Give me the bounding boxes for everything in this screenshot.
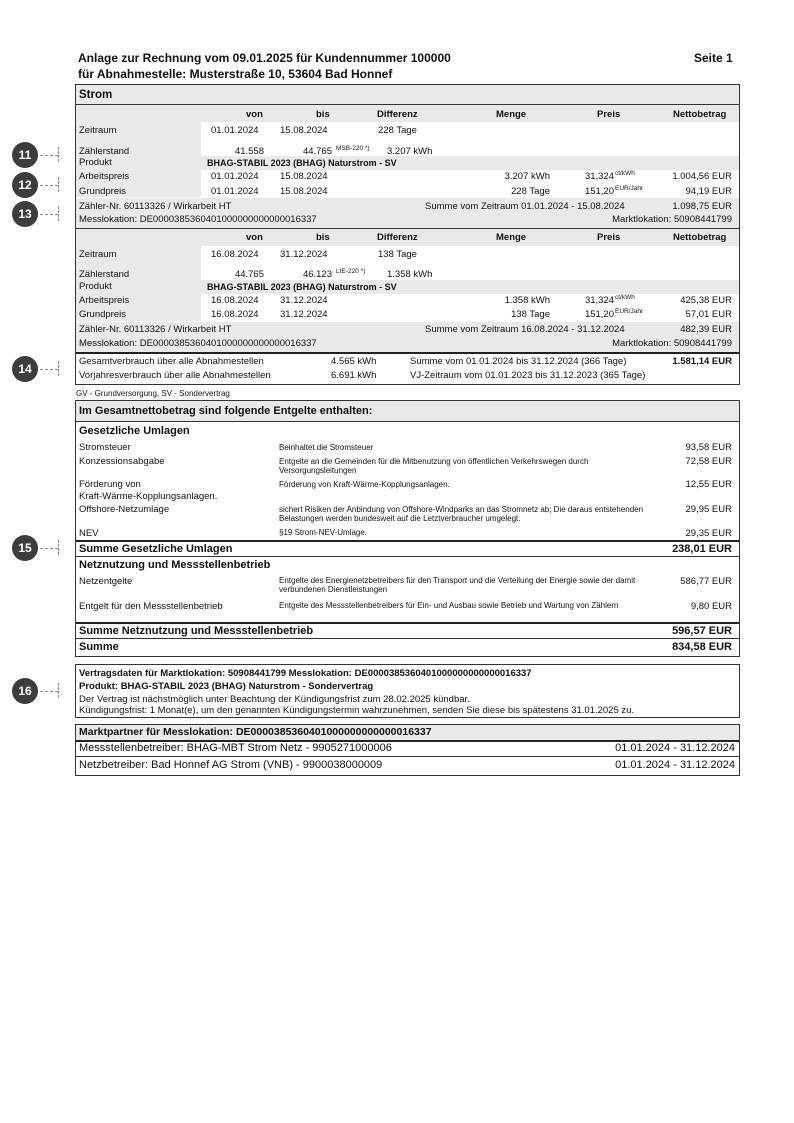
- marker-connector: [58, 683, 59, 698]
- marker-12: 12: [12, 172, 38, 198]
- item-label: Konzessionsabgabe: [79, 456, 165, 467]
- item-desc: Beinhaltet die Stromsteuer: [279, 443, 374, 452]
- grundpreis-label: Grundpreis: [79, 186, 126, 197]
- zaehler-nr: Zähler-Nr. 60113326 / Wirkarbeit HT: [79, 324, 232, 335]
- total-amount: 834,58 EUR: [672, 641, 732, 653]
- vorjahresverbrauch-value: 6.691 kWh: [331, 370, 377, 381]
- gesamtsumme-label: Summe vom 01.01.2024 bis 31.12.2024 (366 Tage): [410, 356, 627, 367]
- zaehlerstand-von: 44.765: [234, 269, 264, 280]
- marker-15: 15: [12, 535, 38, 561]
- netz-sum-label: Summe Netznutzung und Messstellenbetrieb: [79, 625, 314, 637]
- column-header-bg: [201, 105, 739, 122]
- produkt-name: BHAG-STABIL 2023 (BHAG) Naturstrom - SV: [207, 158, 397, 168]
- col-menge: Menge: [496, 109, 527, 120]
- grundpreis-netto: 94,19 EUR: [685, 186, 732, 197]
- col-preis: Preis: [597, 109, 621, 120]
- item-amount: 72,58 EUR: [685, 456, 732, 467]
- item-label: Stromsteuer: [79, 442, 131, 453]
- umlagen-title: Gesetzliche Umlagen: [79, 425, 190, 437]
- zeitraum-diff: 228 Tage: [378, 125, 417, 136]
- netzbetreiber-date: 01.01.2024 - 31.12.2024: [615, 759, 735, 771]
- strom-title: Strom: [79, 89, 113, 101]
- item-desc: sichert Risiken der Anbindung von Offshore-Windparks an das Stromnetz ab; Die daraus entstehenden Belastungen werden bundesweit auf die Letztverbraucher umgelegt.: [279, 505, 644, 523]
- zaehlerstand-diff: 3.207 kWh: [387, 146, 433, 157]
- grundpreis-menge: 138 Tage: [511, 309, 550, 320]
- column-header-bg: [201, 229, 739, 246]
- arbeitspreis-label: Arbeitspreis: [79, 171, 130, 182]
- gesamtsumme: 1.581,14 EUR: [672, 356, 732, 367]
- summe-zeitraum-label: Summe vom Zeitraum 16.08.2024 - 31.12.2024: [425, 324, 625, 335]
- marker-connector: [58, 206, 59, 221]
- item-amount: 29,35 EUR: [685, 528, 732, 539]
- zeitraum-label: Zeitraum: [79, 125, 117, 136]
- item-desc: Förderung von Kraft-Wärme-Kopplungsanlagen.: [279, 480, 450, 489]
- marker-connector: [58, 361, 59, 376]
- item-label: Förderung von: [79, 479, 141, 490]
- marker-11: 11: [12, 142, 38, 168]
- grundpreis-von: 01.01.2024: [211, 186, 259, 197]
- umlagen-sum: 238,01 EUR: [672, 543, 732, 555]
- zeitraum-von: 01.01.2024: [211, 125, 259, 136]
- item-label: Entgelt für den Messstellenbetrieb: [79, 601, 223, 612]
- zaehlerstand-bis: 46.123: [302, 269, 332, 280]
- item-desc: §19 Strom-NEV-Umlage.: [279, 528, 368, 537]
- messstellenbetreiber: Messstellenbetreiber: BHAG-MBT Strom Netz - 9905271000006: [79, 742, 392, 754]
- grundpreis-menge: 228 Tage: [511, 186, 550, 197]
- entgelte-title: Im Gesamtnettobetrag sind folgende Entgelte enthalten:: [79, 405, 373, 417]
- item-amount: 586,77 EUR: [680, 576, 732, 587]
- vertrag-line-3: Der Vertrag ist nächstmöglich unter Beachtung der Kündigungsfrist zum 28.02.2025 kündbar.: [79, 694, 470, 705]
- vertrag-line-1: Vertragsdaten für Marktlokation: 50908441799 Messlokation: DE0000385360401000000000000016337: [79, 668, 532, 679]
- col-von: von: [246, 232, 263, 243]
- divider: [76, 756, 739, 757]
- item-desc: Entgelte des Energienetzbetreibers für den Transport und die Verteilung der Energie sowie der damit verbundenen Dienstleistungen: [279, 576, 636, 594]
- divider: [76, 352, 739, 354]
- produkt-label: Produkt: [79, 157, 112, 168]
- grundpreis-unit: EUR/Jahr: [615, 185, 644, 192]
- zaehlerstand-bis: 44.765: [302, 146, 332, 157]
- netzbetreiber: Netzbetreiber: Bad Honnef AG Strom (VNB) - 9900038000009: [79, 759, 383, 771]
- grundpreis-bis: 15.08.2024: [280, 186, 328, 197]
- grundpreis-von: 16.08.2024: [211, 309, 259, 320]
- grundpreis-netto: 57,01 EUR: [685, 309, 732, 320]
- item-desc: Entgelte des Messstellenbetreibers für Ein- und Ausbau sowie Betrieb und Wartung von Zählern: [279, 601, 619, 610]
- marker-16: 16: [12, 678, 38, 704]
- item-label: Netzentgelte: [79, 576, 133, 587]
- item-amount: 93,58 EUR: [685, 442, 732, 453]
- col-von: von: [246, 109, 263, 120]
- zeitraum-diff: 138 Tage: [378, 249, 417, 260]
- marker-14: 14: [12, 356, 38, 382]
- vertrag-line-4: Kündigungsfrist: 1 Monat(e), um den genannten Kündigungstermin wahrzunehmen, senden Sie diese bis spätestens 31.01.2025 zu.: [79, 705, 635, 716]
- zaehler-type: MSB-220 *): [336, 145, 370, 152]
- col-menge: Menge: [496, 232, 527, 243]
- vorjahr-zeitraum: VJ-Zeitraum vom 01.01.2023 bis 31.12.2023 (365 Tage): [410, 370, 646, 381]
- col-bis: bis: [316, 232, 330, 243]
- footnote: GV - Grundversorgung, SV - Sondervertrag: [76, 389, 230, 398]
- messlokation: Messlokation: DE0000385360401000000000000016337: [79, 214, 317, 225]
- zaehlerstand-von: 41.558: [234, 146, 264, 157]
- marker-connector: [40, 691, 58, 692]
- grundpreis-bis: 31.12.2024: [280, 309, 328, 320]
- arbeitspreis-unit: ct/kWh: [615, 170, 635, 177]
- grundpreis-label: Grundpreis: [79, 309, 126, 320]
- marker-connector: [40, 185, 58, 186]
- grundpreis-preis: 151,20: [584, 309, 614, 320]
- zaehler-nr: Zähler-Nr. 60113326 / Wirkarbeit HT: [79, 201, 232, 212]
- umlagen-sum-label: Summe Gesetzliche Umlagen: [79, 543, 233, 555]
- header-line-2: für Abnahmestelle: Musterstraße 10, 53604 Bad Honnef: [78, 67, 393, 81]
- vorjahresverbrauch-label: Vorjahresverbrauch über alle Abnahmestellen: [79, 370, 271, 381]
- arbeitspreis-von: 01.01.2024: [211, 171, 259, 182]
- divider: [76, 556, 739, 557]
- col-bis: bis: [316, 109, 330, 120]
- marker-connector: [40, 214, 58, 215]
- zeitraum-bis: 15.08.2024: [280, 125, 328, 136]
- arbeitspreis-netto: 1.004,56 EUR: [672, 171, 732, 182]
- item-label-line2: Kraft-Wärme-Kopplungsanlagen.: [79, 491, 218, 502]
- col-differenz: Differenz: [377, 109, 418, 120]
- divider: [76, 421, 739, 422]
- divider: [76, 622, 739, 624]
- divider: [76, 540, 739, 542]
- netz-title: Netznutzung und Messstellenbetrieb: [79, 559, 271, 571]
- summe-zeitraum-label: Summe vom Zeitraum 01.01.2024 - 15.08.2024: [425, 201, 625, 212]
- arbeitspreis-netto: 425,38 EUR: [680, 295, 732, 306]
- item-desc: Entgelte an die Gemeinden für die Mitbenutzung von öffentlichen Verkehrswegen durch Versorgungsleitungen: [279, 457, 589, 475]
- col-preis: Preis: [597, 232, 621, 243]
- marker-connector: [58, 540, 59, 555]
- marker-connector: [40, 155, 58, 156]
- zaehlerstand-label: Zählerstand: [79, 269, 130, 280]
- arbeitspreis-unit: ct/kWh: [615, 294, 635, 301]
- zeitraum-von: 16.08.2024: [211, 249, 259, 260]
- produkt-label: Produkt: [79, 281, 112, 292]
- vertrag-line-2: Produkt: BHAG-STABIL 2023 (BHAG) Naturstrom - Sondervertrag: [79, 681, 374, 692]
- marker-connector: [58, 147, 59, 162]
- arbeitspreis-menge: 1.358 kWh: [504, 295, 550, 306]
- item-label: Offshore-Netzumlage: [79, 504, 170, 515]
- item-amount: 9,80 EUR: [690, 601, 732, 612]
- zeitraum-label: Zeitraum: [79, 249, 117, 260]
- arbeitspreis-label: Arbeitspreis: [79, 295, 130, 306]
- marktpartner-title: Marktpartner für Messlokation: DE0000385360401000000000000016337: [79, 726, 432, 738]
- arbeitspreis-preis: 31,324: [584, 295, 614, 306]
- divider: [76, 638, 739, 639]
- marktlokation: Marktlokation: 50908441799: [612, 214, 732, 225]
- zaehlerstand-label: Zählerstand: [79, 146, 130, 157]
- summe-zeitraum: 1.098,75 EUR: [672, 201, 732, 212]
- item-amount: 12,55 EUR: [685, 479, 732, 490]
- col-nettobetrag: Nettobetrag: [673, 232, 727, 243]
- marker-connector: [58, 177, 59, 192]
- summe-zeitraum: 482,39 EUR: [680, 324, 732, 335]
- page-number: Seite 1: [694, 51, 733, 65]
- netz-sum: 596,57 EUR: [672, 625, 732, 637]
- item-label: NEV: [79, 528, 99, 539]
- messstellenbetreiber-date: 01.01.2024 - 31.12.2024: [615, 742, 735, 754]
- marker-13: 13: [12, 201, 38, 227]
- gesamtverbrauch-value: 4.565 kWh: [331, 356, 377, 367]
- gesamtverbrauch-label: Gesamtverbrauch über alle Abnahmestellen: [79, 356, 264, 367]
- header-line-1: Anlage zur Rechnung vom 09.01.2025 für Kundennummer 100000: [78, 51, 451, 65]
- marker-connector: [40, 548, 58, 549]
- arbeitspreis-von: 16.08.2024: [211, 295, 259, 306]
- arbeitspreis-bis: 15.08.2024: [280, 171, 328, 182]
- grundpreis-unit: EUR/Jahr: [615, 308, 644, 315]
- col-nettobetrag: Nettobetrag: [673, 109, 727, 120]
- zeitraum-bis: 31.12.2024: [280, 249, 328, 260]
- marktlokation: Marktlokation: 50908441799: [612, 338, 732, 349]
- arbeitspreis-menge: 3.207 kWh: [504, 171, 550, 182]
- produkt-name: BHAG-STABIL 2023 (BHAG) Naturstrom - SV: [207, 282, 397, 292]
- grundpreis-preis: 151,20: [584, 186, 614, 197]
- arbeitspreis-preis: 31,324: [584, 171, 614, 182]
- strom-title-bar: [76, 85, 739, 104]
- col-differenz: Differenz: [377, 232, 418, 243]
- arbeitspreis-bis: 31.12.2024: [280, 295, 328, 306]
- zaehlerstand-diff: 1.358 kWh: [387, 269, 433, 280]
- marker-connector: [40, 369, 58, 370]
- messlokation: Messlokation: DE0000385360401000000000000016337: [79, 338, 317, 349]
- item-amount: 29,95 EUR: [685, 504, 732, 515]
- total-label: Summe: [79, 641, 119, 653]
- zaehler-type: LIE-220 *): [336, 268, 366, 275]
